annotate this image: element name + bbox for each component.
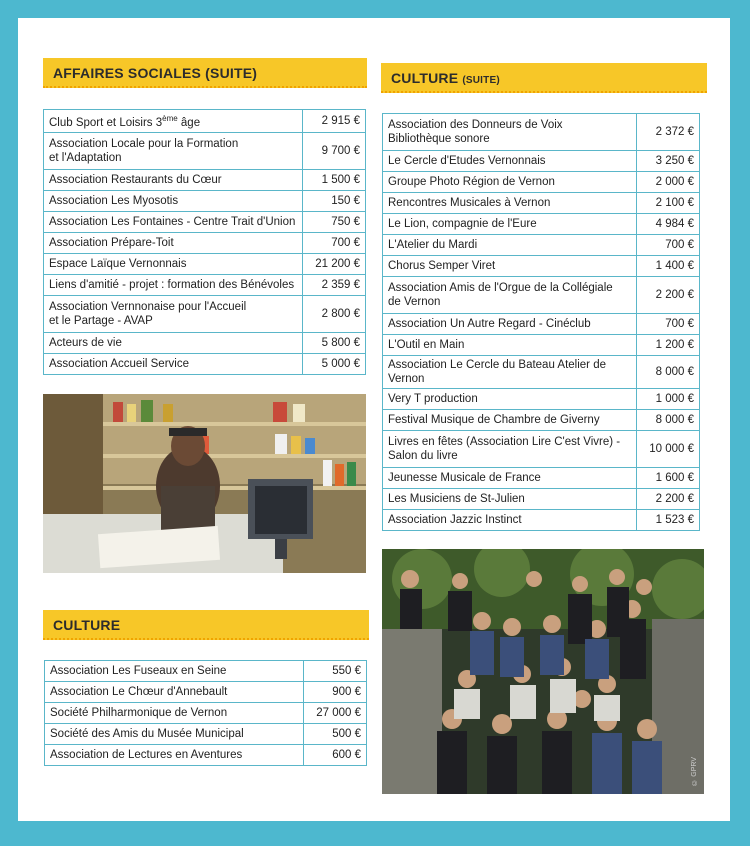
- photo-group: [382, 549, 704, 794]
- table-row: [44, 253, 366, 274]
- table-row: [383, 256, 700, 277]
- association-name: Le Cercle d'Etudes Vernonnais: [383, 151, 637, 172]
- association-name: L'Atelier du Mardi: [383, 235, 637, 256]
- association-name: Société Philharmonique de Vernon: [45, 703, 304, 724]
- table-row: [44, 295, 366, 332]
- grant-amount: 1 200 €: [637, 335, 700, 356]
- table-row: [44, 211, 366, 232]
- table-row: [44, 332, 366, 353]
- association-name: Association Un Autre Regard - Cinéclub: [383, 314, 637, 335]
- grant-amount: 8 000 €: [637, 410, 700, 431]
- grant-amount: 2 100 €: [637, 193, 700, 214]
- association-name: Livres en fêtes (Association Lire C'est Vivre) - Salon du livre: [383, 431, 637, 468]
- page: [18, 18, 730, 821]
- section-header-affaires-sociales: AFFAIRES SOCIALES (SUITE): [43, 58, 367, 88]
- table-row: [383, 235, 700, 256]
- grant-amount: 2 200 €: [637, 277, 700, 314]
- section-header-culture: CULTURE: [43, 610, 369, 640]
- grant-amount: 5 000 €: [303, 353, 366, 374]
- table-row: [45, 661, 367, 682]
- table-row: [383, 114, 700, 151]
- association-name: Association Les Myosotis: [44, 190, 303, 211]
- table-row: [383, 314, 700, 335]
- table-row: [383, 431, 700, 468]
- grant-amount: 1 600 €: [637, 468, 700, 489]
- association-name: Club Sport et Loisirs 3ème âge: [44, 110, 303, 133]
- table-row: [383, 151, 700, 172]
- grant-amount: 500 €: [304, 724, 367, 745]
- grant-amount: 1 523 €: [637, 510, 700, 531]
- association-name: Acteurs de vie: [44, 332, 303, 353]
- grant-amount: 27 000 €: [304, 703, 367, 724]
- grant-amount: 150 €: [303, 190, 366, 211]
- grant-amount: 1 000 €: [637, 389, 700, 410]
- table-row: [44, 353, 366, 374]
- association-name: Association Amis de l'Orgue de la Collégiale de Vernon: [383, 277, 637, 314]
- association-name: Jeunesse Musicale de France: [383, 468, 637, 489]
- table-row: [383, 468, 700, 489]
- association-name: Association Accueil Service: [44, 353, 303, 374]
- association-name: Groupe Photo Région de Vernon: [383, 172, 637, 193]
- association-name: Association Le Chœur d'Annebault: [45, 682, 304, 703]
- association-name: Association Locale pour la Formation et l'Adaptation: [44, 132, 303, 169]
- section-header-culture-suite: CULTURE (SUITE): [381, 63, 707, 93]
- table-row: [383, 510, 700, 531]
- grant-amount: 21 200 €: [303, 253, 366, 274]
- table-row: [44, 169, 366, 190]
- grant-amount: 1 400 €: [637, 256, 700, 277]
- association-name: Le Lion, compagnie de l'Eure: [383, 214, 637, 235]
- association-name: Association Le Cercle du Bateau Atelier de Vernon: [383, 356, 637, 389]
- table-row: [383, 193, 700, 214]
- grant-amount: 2 200 €: [637, 489, 700, 510]
- table-row: [45, 703, 367, 724]
- grant-amount: 900 €: [304, 682, 367, 703]
- association-name: Festival Musique de Chambre de Giverny: [383, 410, 637, 431]
- grant-amount: 4 984 €: [637, 214, 700, 235]
- table-row: [383, 410, 700, 431]
- association-name: Rencontres Musicales à Vernon: [383, 193, 637, 214]
- association-name: Association de Lectures en Aventures: [45, 745, 304, 766]
- grant-amount: 600 €: [304, 745, 367, 766]
- table-row: [383, 389, 700, 410]
- association-name: Espace Laïque Vernonnais: [44, 253, 303, 274]
- association-name: Association Vernnonaise pour l'Accueil et le Partage - AVAP: [44, 295, 303, 332]
- table-row: [383, 489, 700, 510]
- table-row: [383, 356, 700, 389]
- association-name: Association Restaurants du Cœur: [44, 169, 303, 190]
- table-row: [44, 274, 366, 295]
- grant-amount: 8 000 €: [637, 356, 700, 389]
- grant-amount: 700 €: [637, 314, 700, 335]
- association-name: Association Prépare-Toit: [44, 232, 303, 253]
- association-name: Association Jazzic Instinct: [383, 510, 637, 531]
- grant-amount: 9 700 €: [303, 132, 366, 169]
- grant-amount: 5 800 €: [303, 332, 366, 353]
- grant-amount: 550 €: [304, 661, 367, 682]
- grant-amount: 2 000 €: [637, 172, 700, 193]
- grant-amount: 700 €: [303, 232, 366, 253]
- association-name: Chorus Semper Viret: [383, 256, 637, 277]
- table-row: [383, 214, 700, 235]
- association-name: Association des Donneurs de Voix Bibliothèque sonore: [383, 114, 637, 151]
- association-name: Société des Amis du Musée Municipal: [45, 724, 304, 745]
- table-row: [45, 745, 367, 766]
- photo-man-at-desk: [43, 394, 366, 573]
- affaires-sociales-table: [43, 109, 366, 375]
- grant-amount: 2 372 €: [637, 114, 700, 151]
- table-row: [45, 724, 367, 745]
- culture-table: [44, 660, 367, 766]
- grant-amount: 750 €: [303, 211, 366, 232]
- grant-amount: 700 €: [637, 235, 700, 256]
- grant-amount: 3 250 €: [637, 151, 700, 172]
- table-row: [44, 190, 366, 211]
- table-row: [45, 682, 367, 703]
- grant-amount: 10 000 €: [637, 431, 700, 468]
- culture-suite-table: [382, 113, 700, 531]
- table-row: [383, 172, 700, 193]
- table-row: [44, 232, 366, 253]
- association-name: Liens d'amitié - projet : formation des Bénévoles: [44, 274, 303, 295]
- table-row: [383, 277, 700, 314]
- association-name: Association Les Fuseaux en Seine: [45, 661, 304, 682]
- table-row: [44, 132, 366, 169]
- grant-amount: 2 359 €: [303, 274, 366, 295]
- grant-amount: 2 800 €: [303, 295, 366, 332]
- table-row: [383, 335, 700, 356]
- association-name: Association Les Fontaines - Centre Trait d'Union: [44, 211, 303, 232]
- association-name: Les Musiciens de St-Julien: [383, 489, 637, 510]
- association-name: Very T production: [383, 389, 637, 410]
- association-name: L'Outil en Main: [383, 335, 637, 356]
- photo-credit: © GPRV: [691, 757, 698, 786]
- grant-amount: 1 500 €: [303, 169, 366, 190]
- grant-amount: 2 915 €: [303, 110, 366, 133]
- table-row: [44, 110, 366, 133]
